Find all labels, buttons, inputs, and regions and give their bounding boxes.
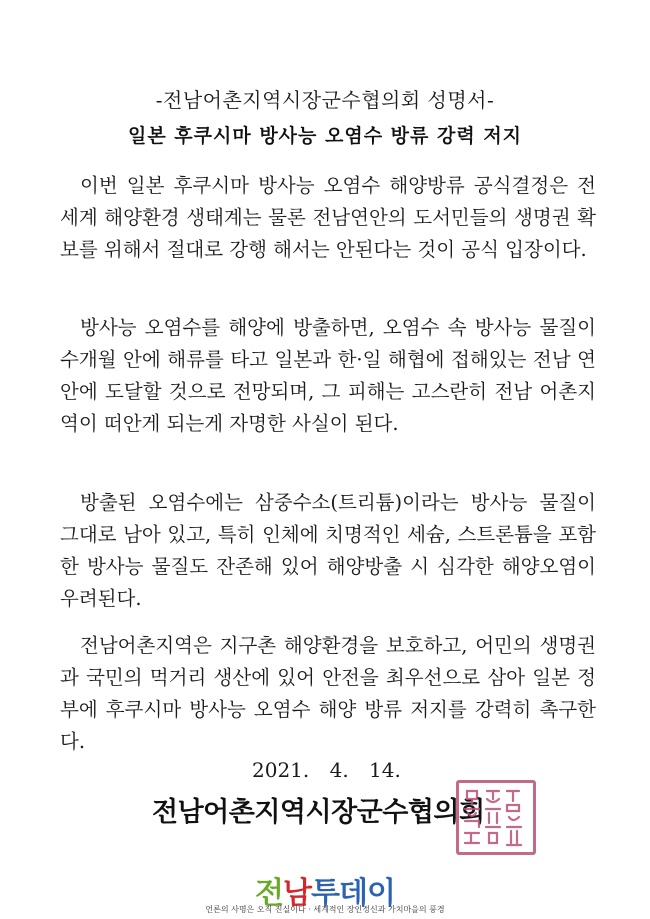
signature-council-name: 전남어촌지역시장군수협의회 bbox=[152, 797, 485, 828]
logo-part-3: 투데이 bbox=[311, 876, 395, 911]
logo-part-1: 전 bbox=[255, 876, 284, 911]
paragraph-text: 전남어촌지역은 지구촌 해양환경을 보호하고, 어민의 생명권과 국민의 먹거리 생산에 있어 안전을 최우선으로 삼아 일본 정부에 후쿠시마 방사능 오염수 해양 방류 저지를 강력히 촉구한다. bbox=[60, 634, 596, 753]
seal-pattern bbox=[459, 783, 533, 852]
document-title: 일본 후쿠시마 방사능 오염수 방류 강력 저지 bbox=[127, 125, 523, 147]
paragraph-text: 이번 일본 후쿠시마 방사능 오염수 해양방류 공식결정은 전 세계 해양환경 생태계는 물론 전남연안의 도서민들의 생명권 확보를 위해서 절대로 강행 해서는 안된다는 것이 공식 입장이다. bbox=[60, 174, 596, 261]
paragraph-text: 방사능 오염수를 해양에 방출하면, 오염수 속 방사능 물질이 수개월 안에 해류를 타고 일본과 한·일 해협에 접해있는 전남 연안에 도달할 것으로 전망되며, 그 피해는 고스란히 전남 어촌지역이 떠안게 되는게 자명한 사실이 된다. bbox=[60, 316, 596, 435]
document-date: 2021. 4. 14. bbox=[252, 758, 401, 782]
logo-tagline: 언론의 사명은 오직 진실이다 · 세계적인 장인정신과 가치마을의 풍경 bbox=[205, 905, 445, 914]
body-paragraph-3 bbox=[60, 487, 596, 615]
body-paragraph-1 bbox=[60, 170, 596, 266]
document-header: -전남어촌지역시장군수협의회 성명서- bbox=[155, 88, 495, 112]
paragraph-text: 방출된 오염수에는 삼중수소(트리튬)이라는 방사능 물질이 그대로 남아 있고, 특히 인체에 치명적인 세슘, 스트론튬을 포함한 방사능 물질도 잔존해 있어 해양방출 시 심각한 해양오염이 우려된다. bbox=[60, 491, 596, 610]
body-paragraph-4 bbox=[60, 630, 596, 758]
official-seal-icon bbox=[456, 780, 536, 855]
logo-part-2: 남 bbox=[283, 876, 311, 911]
body-paragraph-2 bbox=[60, 312, 596, 440]
